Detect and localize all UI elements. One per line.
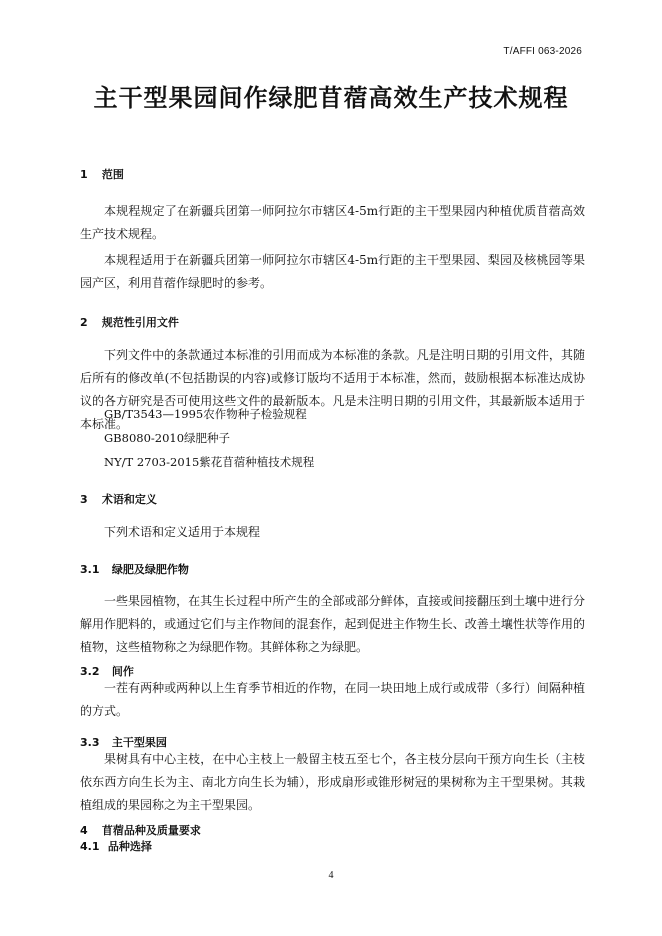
section-2-heading	[80, 314, 179, 330]
reference-item: GB/T3543—1995农作物种子检验规程	[104, 407, 307, 421]
section-1-heading	[80, 166, 124, 182]
standard-number: T/AFFI 063-2026	[503, 46, 582, 57]
section-4-1-heading	[80, 838, 152, 854]
section-number: 3.2	[80, 665, 100, 678]
section-title: 规范性引用文件	[101, 316, 179, 329]
section-4-heading	[80, 822, 201, 838]
section-number: 1	[80, 168, 88, 181]
section-1-paragraph-2: 本规程适用于在新疆兵团第一师阿拉尔市辖区4-5m行距的主干型果园、梨园及核桃园等果园产区，利用苜蓿作绿肥时的参考。	[80, 253, 585, 290]
section-3-1-heading	[80, 561, 189, 577]
section-title: 苜蓿品种及质量要求	[101, 824, 201, 837]
page-number: 4	[328, 870, 334, 881]
document-title: 主干型果园间作绿肥苜蓿高效生产技术规程	[93, 84, 569, 112]
section-title: 范围	[101, 168, 124, 181]
section-number: 2	[80, 316, 88, 329]
section-number: 4	[80, 824, 88, 837]
section-number: 3.1	[80, 563, 100, 576]
section-title: 术语和定义	[101, 493, 157, 506]
reference-item: GB8080-2010绿肥种子	[104, 431, 231, 445]
section-2-paragraph: 下列文件中的条款通过本标准的引用而成为本标准的条款。凡是注明日期的引用文件，其随后所有的修改单(不包括勘误的内容)或修订版均不适用于本标准，然而，鼓励根据本标准达成协议的各方研究是否可使用这些文件的最新版本。凡是未注明日期的引用文件，其最新版本适用于本标准。	[80, 348, 585, 431]
section-3-heading	[80, 491, 157, 507]
section-3-1-paragraph: 一些果园植物，在其生长过程中所产生的全部或部分鲜体，直接或间接翻压到土壤中进行分解用作肥料的，或通过它们与主作物间的混套作，起到促进主作物生长、改善土壤性状等作用的植物，这些植物称之为绿肥作物。其鲜体称之为绿肥。	[80, 594, 585, 654]
section-title: 品种选择	[107, 840, 152, 853]
section-number: 3	[80, 493, 88, 506]
section-3-2-paragraph: 一茬有两种或两种以上生育季节相近的作物，在同一块田地上成行或成带（多行）间隔种植的方式。	[80, 681, 585, 718]
section-number: 3.3	[80, 736, 100, 749]
section-3-3-paragraph: 果树具有中心主枝，在中心主枝上一般留主枝五至七个，各主枝分层向干预方向生长（主枝依东西方向生长为主、南北方向生长为辅），形成扇形或锥形树冠的果树称为主干型果树。其栽植组成的果园称之为主干型果园。	[80, 752, 585, 812]
reference-item: NY/T 2703-2015紫花苜蓿种植技术规程	[104, 455, 315, 469]
section-title: 主干型果园	[111, 736, 167, 749]
section-number: 4.1	[80, 840, 100, 853]
section-1-paragraph-1: 本规程规定了在新疆兵团第一师阿拉尔市辖区4-5m行距的主干型果园内种植优质苜蓿高效生产技术规程。	[80, 204, 585, 241]
section-title: 绿肥及绿肥作物	[111, 563, 189, 576]
section-3-paragraph: 下列术语和定义适用于本规程	[104, 525, 261, 539]
section-title: 间作	[111, 665, 134, 678]
